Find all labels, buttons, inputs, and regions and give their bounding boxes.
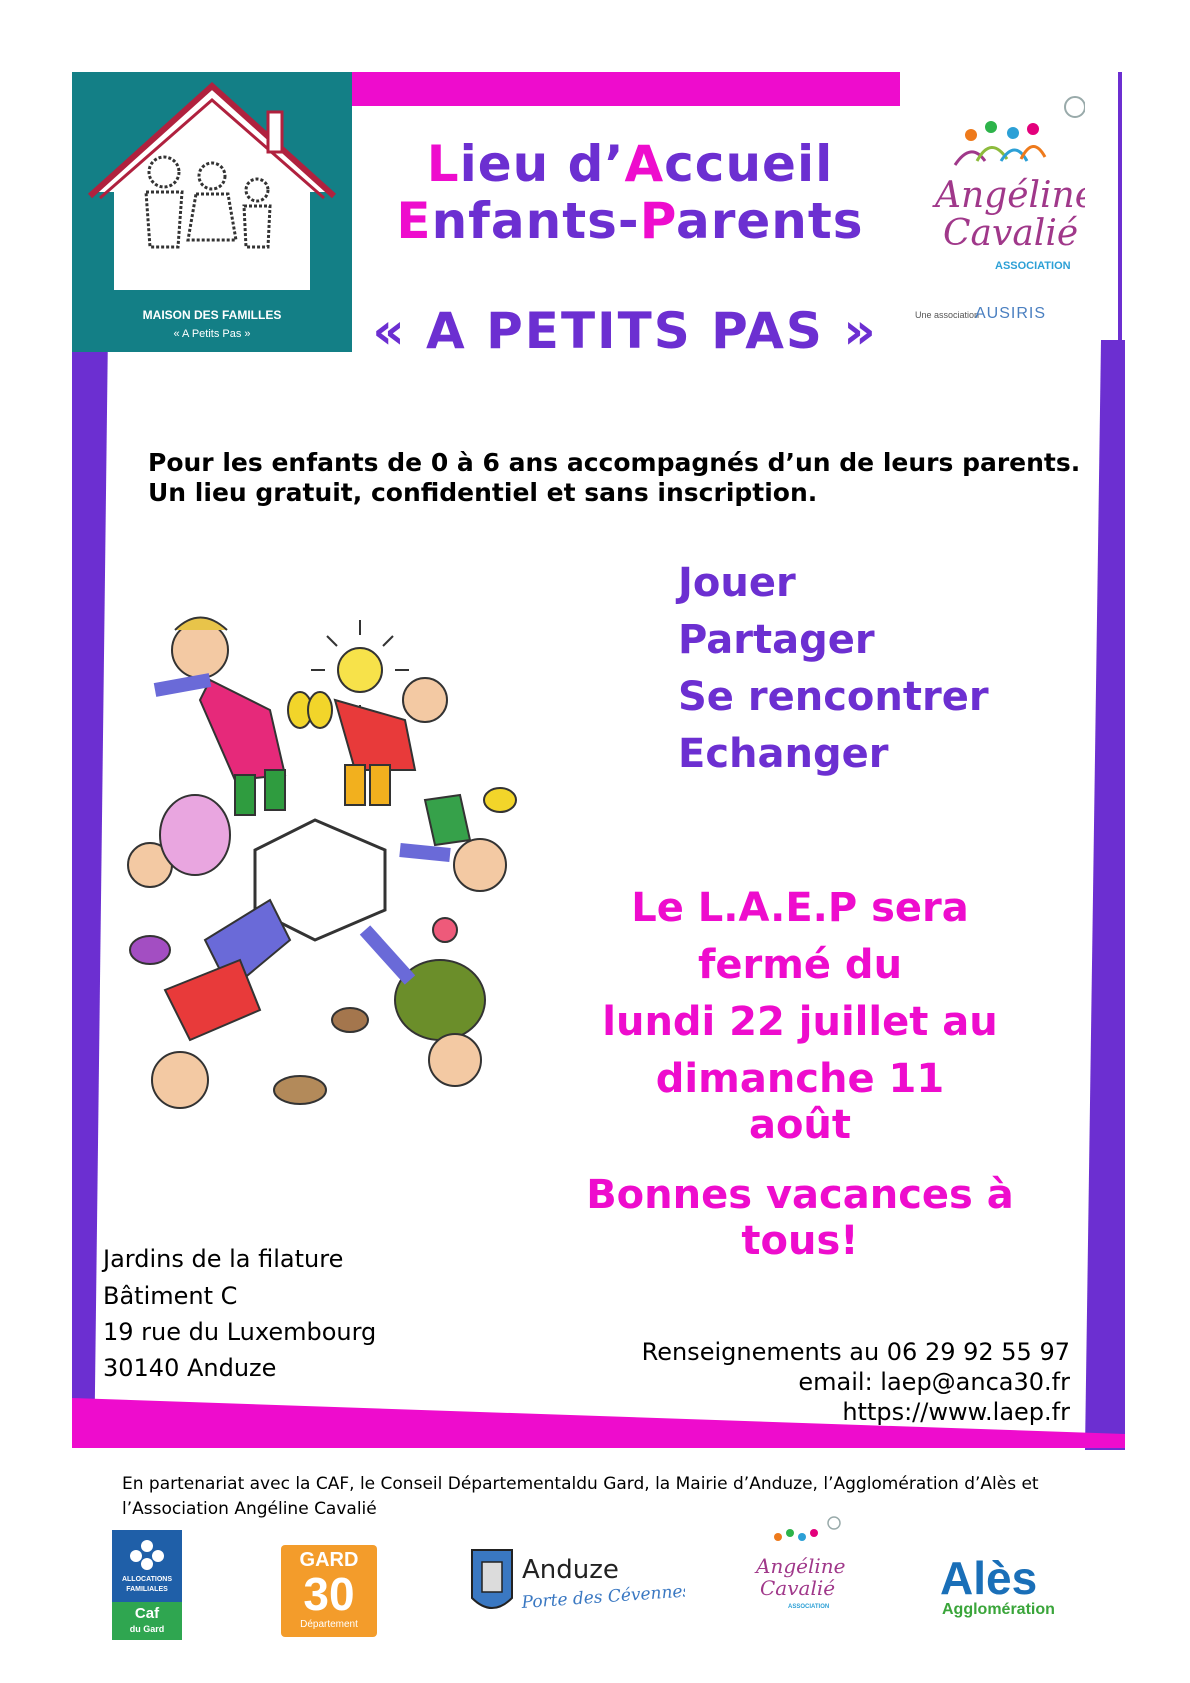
verb-item: Partager: [678, 617, 875, 663]
ales-agglomeration-logo: [932, 1552, 1067, 1620]
closure-line-4: dimanche 11 août: [655, 1056, 945, 1148]
title-letter: P: [639, 192, 676, 250]
maison-logo-line1: MAISON DES FAMILLES: [142, 308, 282, 322]
frame-top-bar: [352, 72, 900, 106]
caf-text-2: FAMILIALES: [126, 1586, 168, 1593]
gard-departement-text: Département: [300, 1619, 358, 1630]
maison-des-familles-logo: [72, 72, 352, 352]
angeline-cavalie-logo: [915, 95, 1085, 335]
vacances-message: Bonnes vacances à tous!: [586, 1172, 1014, 1264]
partners-line-2: l’Association Angéline Cavalié: [122, 1499, 377, 1519]
address-line: Jardins de la filature: [103, 1245, 344, 1273]
caf-logo: [112, 1530, 182, 1640]
frame-left-bar: [72, 330, 108, 1444]
angeline-tag: ASSOCIATION: [995, 260, 1071, 272]
caf-text-1: ALLOCATIONS: [121, 1576, 173, 1583]
frame-right-bar: [1085, 340, 1125, 1450]
gard-number: 30: [303, 1568, 355, 1620]
anduze-tagline: Porte des Cévennes: [520, 1581, 685, 1613]
angeline-small-name2: Cavalié: [760, 1576, 836, 1600]
caf-emblem-icon: [127, 1536, 167, 1572]
angeline-name1: Angéline: [935, 175, 1085, 216]
title-word: ieu d’: [459, 135, 625, 193]
angeline-sub1: Une association: [915, 310, 980, 320]
title-word: ccueil: [664, 135, 834, 193]
subtitle-petits-pas: « A PETITS PAS »: [372, 302, 878, 360]
angeline-name2: Cavalié: [943, 213, 1079, 254]
caf-text-4: du Gard: [129, 1624, 165, 1634]
angeline-sub2: AUSIRIS: [975, 305, 1047, 322]
anduze-logo: [470, 1548, 685, 1623]
maison-logo-line2: « A Petits Pas »: [173, 328, 251, 340]
contact-phone: Renseignements au 06 29 92 55 97: [641, 1338, 1070, 1366]
closure-line-2: fermé du: [697, 942, 903, 988]
verb-item: Se rencontrer: [678, 674, 989, 720]
title-letter: E: [396, 192, 432, 250]
title-line-2: [395, 192, 865, 250]
house-family-icon: [72, 72, 352, 302]
caf-text-3: Caf: [134, 1605, 160, 1622]
title-word: nfants-: [431, 192, 640, 250]
title-letter: A: [624, 135, 665, 193]
closure-line-1: Le L.A.E.P sera: [631, 885, 969, 931]
gard-departement-logo: [281, 1545, 377, 1637]
partners-line-1: En partenariat avec la CAF, le Conseil Départementaldu Gard, la Mairie d’Anduze, l’Agglomération d’Alès et: [122, 1474, 1039, 1494]
angeline-cavalie-small-logo: [748, 1515, 848, 1635]
gard-text: GARD: [299, 1549, 359, 1571]
angeline-small-name1: Angéline: [756, 1554, 846, 1578]
intro-line-1: Pour les enfants de 0 à 6 ans accompagnés d’un de leurs parents.: [148, 448, 1081, 477]
children-circle-drawing: [115, 610, 575, 1190]
angeline-small-tag: ASSOCIATION: [788, 1604, 830, 1610]
intro-line-2: Un lieu gratuit, confidentiel et sans inscription.: [148, 478, 818, 507]
address-line: 19 rue du Luxembourg: [103, 1318, 377, 1346]
title-line-1: [395, 135, 865, 193]
title-letter: L: [426, 135, 460, 193]
frame-right-top-line: [1118, 72, 1122, 342]
verb-item: Echanger: [678, 731, 889, 777]
contact-website[interactable]: https://www.laep.fr: [842, 1398, 1070, 1426]
title-word: arents: [676, 192, 864, 250]
closure-line-3: lundi 22 juillet au: [602, 999, 998, 1045]
ales-name: Alès: [940, 1552, 1038, 1604]
caf-green-band: [112, 1602, 182, 1640]
address-line: Bâtiment C: [103, 1282, 238, 1310]
address-line: 30140 Anduze: [103, 1354, 277, 1382]
ales-agglo-text: Agglomération: [942, 1601, 1055, 1618]
verb-item: Jouer: [678, 560, 796, 606]
contact-email[interactable]: email: laep@anca30.fr: [798, 1368, 1070, 1396]
anduze-name: Anduze: [522, 1555, 619, 1585]
children-drawing-icon: [115, 610, 575, 1190]
